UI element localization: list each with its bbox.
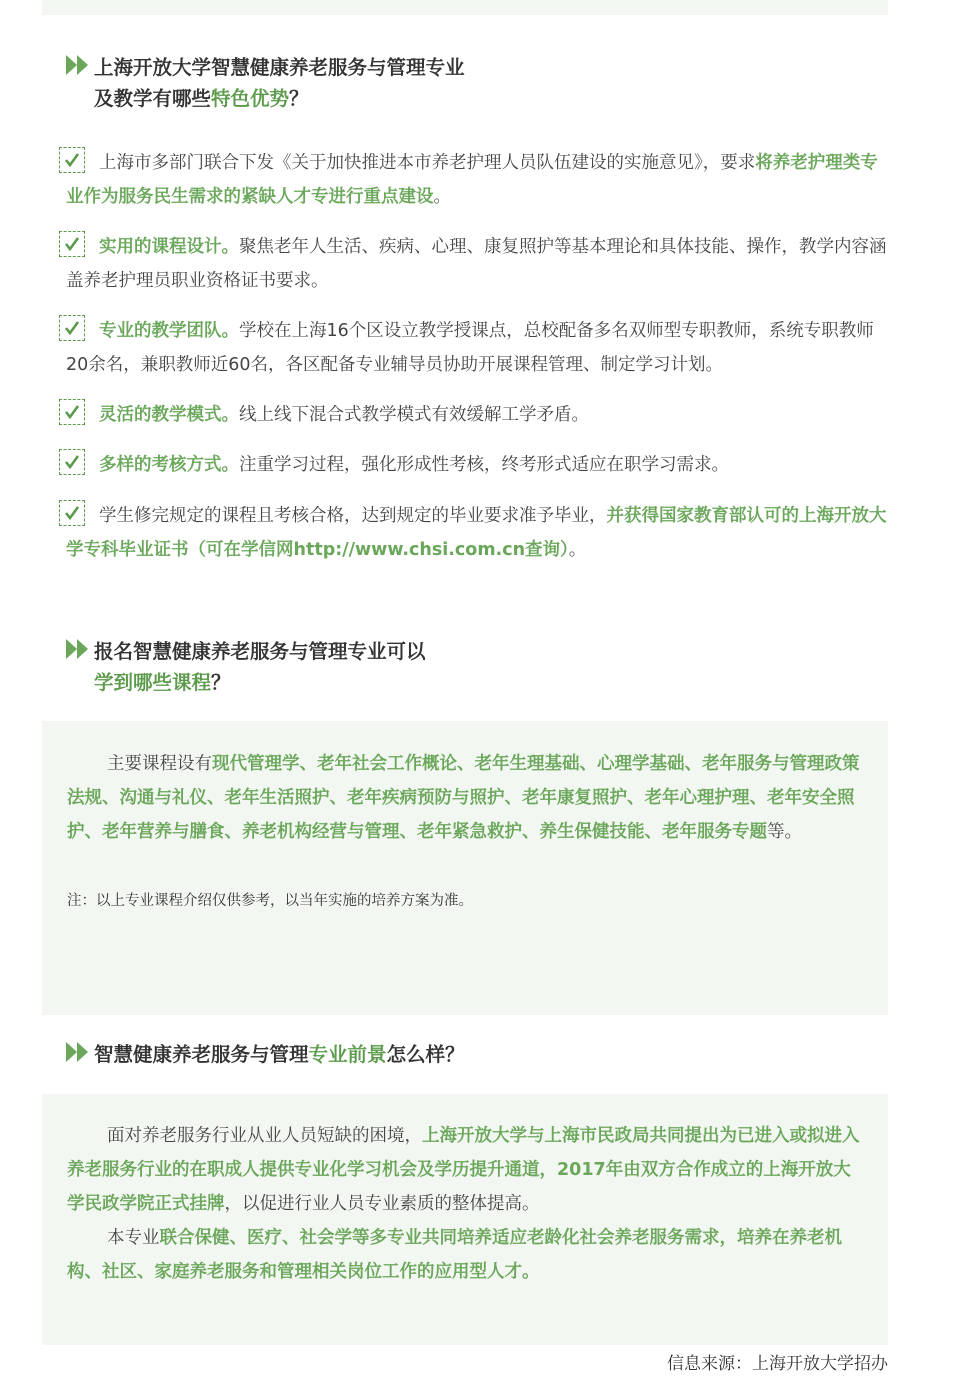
section2-title-line2: 学到哪些课程？	[94, 671, 231, 694]
section1-title-line2: 及教学有哪些特色优势？	[94, 87, 309, 110]
courses-paragraph: 主要课程设有现代管理学、老年社会工作概论、老年生理基础、心理学基础、老年服务与管理政策法规、沟通与礼仪、老年生活照护、老年疾病预防与照护、老年康复照护、老年心理护理、老年安全照护、老年营养与膳食、养老机构经营与管理、老年紧急救护、养生保健技能、老年服务专题等。	[67, 754, 860, 842]
courses-note: 注：以上专业课程介绍仅供参考，以当年实施的培养方案为准。	[67, 893, 473, 909]
section3-heading	[66, 1039, 465, 1070]
feature-item: 专业的教学团队。学校在上海16个区设立教学授课点，总校配备多名双师型专职教师，系统专职教师20余名，兼职教师近60名，各区配备专业辅导员协助开展课程管理、制定学习计划。	[66, 314, 888, 382]
prospects-panel	[42, 1094, 888, 1345]
check-icon	[59, 231, 85, 257]
double-arrow-icon	[66, 1042, 92, 1062]
check-icon	[59, 500, 85, 526]
source-credit: 信息来源：上海开放大学招办	[667, 1354, 888, 1374]
double-arrow-icon	[66, 639, 92, 659]
section1-title-line1: 上海开放大学智慧健康养老服务与管理专业	[94, 56, 465, 79]
feature-item: 实用的课程设计。聚焦老年人生活、疾病、心理、康复照护等基本理论和具体技能、操作，教学内容涵盖养老护理员职业资格证书要求。	[66, 230, 888, 298]
feature-item: 多样的考核方式。注重学习过程，强化形成性考核，终考形式适应在职学习需求。	[66, 448, 888, 482]
courses-panel	[42, 721, 888, 1015]
feature-item: 灵活的教学模式。线上线下混合式教学模式有效缓解工学矛盾。	[66, 398, 888, 432]
check-icon	[59, 315, 85, 341]
check-icon	[59, 399, 85, 425]
feature-item: 学生修完规定的课程且考核合格，达到规定的毕业要求准予毕业，并获得国家教育部认可的上海开放大学专科毕业证书（可在学信网http://www.chsi.com.cn查询）。	[66, 499, 888, 567]
top-panel-edge	[42, 0, 888, 15]
double-arrow-icon	[66, 55, 92, 75]
prospects-paragraph-1: 面对养老服务行业从业人员短缺的困境，上海开放大学与上海市民政局共同提出为已进入或拟进入养老服务行业的在职成人提供专业化学习机会及学历提升通道，2017年由双方合作成立的上海开放大学民政学院正式挂牌，以促进行业人员专业素质的整体提高。	[67, 1126, 860, 1214]
feature-item: 上海市多部门联合下发《关于加快推进本市养老护理人员队伍建设的实施意见》，要求将养老护理类专业作为服务民生需求的紧缺人才专进行重点建设。	[66, 146, 888, 214]
section2-heading	[66, 636, 426, 698]
prospects-paragraph-2: 本专业联合保健、医疗、社会学等多专业共同培养适应老龄化社会养老服务需求，培养在养老机构、社区、家庭养老服务和管理相关岗位工作的应用型人才。	[67, 1228, 842, 1282]
section3-title: 智慧健康养老服务与管理专业前景怎么样？	[94, 1043, 465, 1066]
check-icon	[59, 449, 85, 475]
check-icon	[59, 147, 85, 173]
section1-heading	[66, 52, 465, 114]
section2-title-line1: 报名智慧健康养老服务与管理专业可以	[94, 640, 426, 663]
